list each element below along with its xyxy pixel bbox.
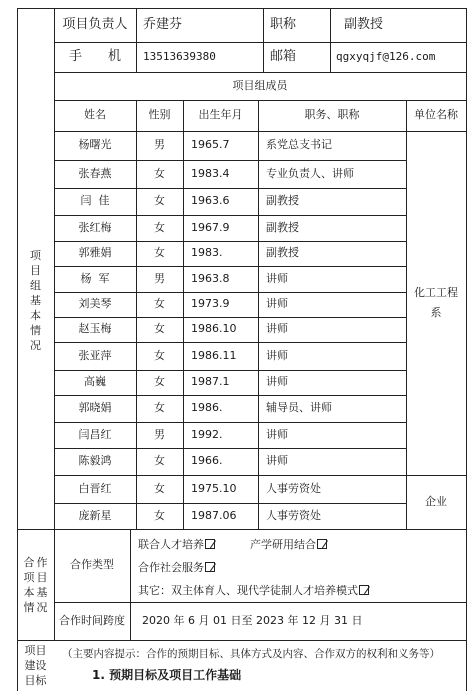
member-birth: 1973.9 [191, 297, 230, 311]
member-position: 系党总支书记 [266, 138, 332, 152]
col-header-name: 姓名 [84, 108, 106, 122]
member-birth: 1987.06 [191, 508, 237, 522]
phone-value: 13513639380 [143, 49, 216, 63]
member-birth: 1987.1 [191, 375, 230, 389]
leader-label: 项目负责人 [62, 16, 128, 32]
phone-label: 手 机 [68, 48, 121, 64]
goals-hint: （主要内容提示：合作的预期目标、具体方式及内容、合作双方的权利和义务等） [62, 647, 440, 660]
members-side-label: 项 目 组 基 本 情 况 [30, 249, 41, 352]
member-gender: 女 [154, 401, 165, 415]
member-gender: 女 [154, 508, 165, 522]
member-gender: 男 [154, 271, 165, 285]
member-position: 辅导员、讲师 [266, 401, 332, 415]
members-section-title: 项目组成员 [232, 78, 288, 92]
cooperation-side-label: 合 作 项 目 本 基 情 况 [23, 555, 48, 614]
member-gender: 女 [154, 454, 165, 468]
col-header-position: 职务、职称 [304, 108, 360, 122]
member-gender: 女 [154, 375, 165, 389]
member-position: 讲师 [266, 322, 288, 336]
member-birth: 1983. [191, 246, 223, 260]
member-birth: 1965.7 [191, 138, 230, 152]
member-gender: 男 [154, 138, 165, 152]
member-gender: 女 [154, 348, 165, 362]
member-position: 副教授 [266, 220, 299, 234]
time-span-value: 2020 年 6 月 01 日至 2023 年 12 月 31 日 [142, 613, 363, 627]
leader-name: 乔建芬 [143, 16, 183, 32]
member-name: 庞新星 [78, 508, 112, 522]
member-name: 杨 军 [80, 271, 110, 285]
member-birth: 1966. [191, 454, 223, 468]
option-social-service[interactable]: 合作社会服务 [138, 559, 215, 575]
goals-heading: 1. 预期目标及项目工作基础 [92, 668, 242, 683]
member-position: 副教授 [266, 194, 299, 208]
member-name: 白晋红 [78, 481, 112, 495]
member-name: 张亚萍 [78, 348, 112, 362]
member-position: 讲师 [266, 348, 288, 362]
goals-side-label: 项目 建设 目标 [24, 644, 47, 687]
option-other[interactable]: 其它：双主体育人、现代学徒制人才培养模式 [138, 582, 369, 598]
member-name: 闫昌红 [78, 427, 112, 441]
col-header-gender: 性别 [148, 108, 171, 122]
member-birth: 1963.8 [191, 271, 230, 285]
col-header-unit: 单位名称 [414, 108, 458, 122]
member-birth: 1986. [191, 401, 223, 415]
email-value: qgxyqjf@126.com [336, 49, 436, 63]
member-gender: 男 [154, 427, 165, 441]
member-gender: 女 [154, 322, 165, 336]
member-position: 讲师 [266, 427, 288, 441]
title-value: 副教授 [344, 16, 384, 32]
email-label: 邮箱 [270, 48, 297, 64]
checkbox-checked-icon[interactable] [359, 585, 369, 595]
member-position: 人事劳资处 [266, 508, 321, 522]
member-birth: 1963.6 [191, 194, 230, 208]
time-span-label: 合作时间跨度 [59, 613, 125, 627]
member-name: 张红梅 [78, 220, 112, 234]
checkbox-checked-icon[interactable] [205, 539, 215, 549]
member-name: 郭晓娟 [78, 401, 112, 415]
member-position: 讲师 [266, 271, 288, 285]
member-birth: 1975.10 [191, 481, 237, 495]
member-gender: 女 [154, 194, 165, 208]
member-birth: 1986.11 [191, 348, 237, 362]
member-gender: 女 [154, 246, 165, 260]
member-name: 赵玉梅 [78, 322, 112, 336]
member-gender: 女 [154, 297, 165, 311]
member-birth: 1983.4 [191, 166, 230, 180]
member-gender: 女 [154, 220, 165, 234]
member-name: 刘美琴 [78, 297, 112, 311]
member-position: 讲师 [266, 375, 288, 389]
member-name: 高巍 [84, 375, 106, 389]
member-name: 陈毅鸿 [78, 454, 112, 468]
member-birth: 1967.9 [191, 220, 230, 234]
unit-enterprise: 企业 [425, 494, 447, 508]
title-label: 职称 [270, 16, 297, 32]
unit-department: 化工工程系 [414, 286, 458, 319]
member-position: 人事劳资处 [266, 481, 321, 495]
option-industry-research[interactable]: 产学研用结合 [250, 536, 327, 552]
member-name: 张春燕 [78, 166, 112, 180]
member-position: 专业负责人、讲师 [266, 166, 354, 180]
member-name: 杨曙光 [78, 138, 112, 152]
member-name: 闫 佳 [80, 194, 110, 208]
member-name: 郭雅娟 [78, 246, 112, 260]
col-header-birth: 出生年月 [198, 108, 243, 122]
member-birth: 1992. [191, 427, 223, 441]
member-gender: 女 [154, 481, 165, 495]
member-gender: 女 [154, 166, 165, 180]
cooperation-type-label: 合作类型 [70, 558, 114, 572]
member-position: 讲师 [266, 297, 288, 311]
member-birth: 1986.10 [191, 322, 237, 336]
member-position: 讲师 [266, 454, 288, 468]
member-position: 副教授 [266, 246, 299, 260]
checkbox-checked-icon[interactable] [317, 539, 327, 549]
option-joint-training[interactable]: 联合人才培养 [138, 536, 215, 552]
checkbox-checked-icon[interactable] [205, 562, 215, 572]
